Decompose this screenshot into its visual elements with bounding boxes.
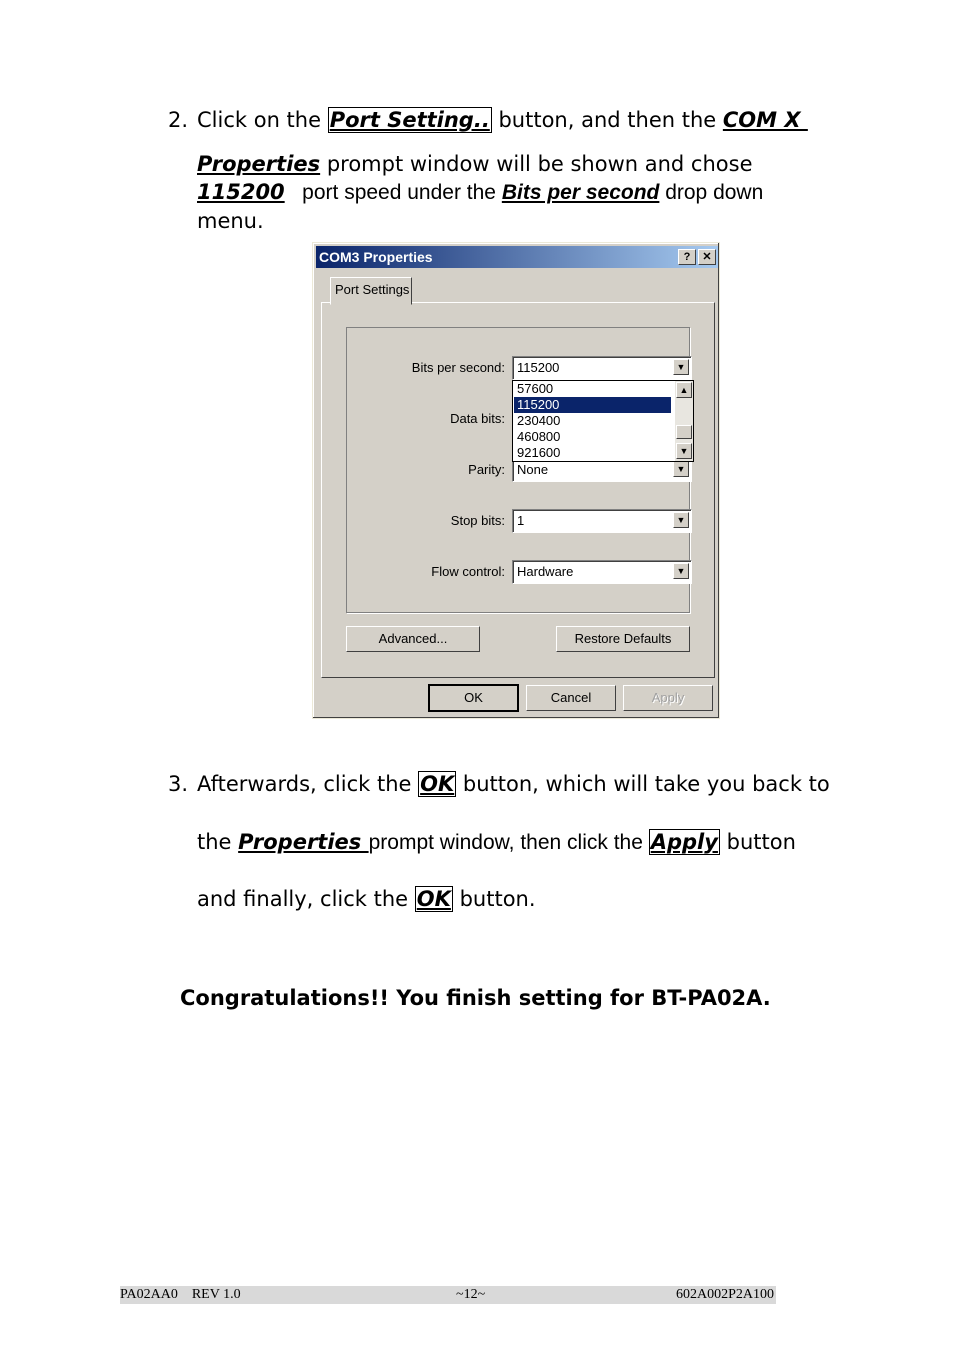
dropdown-option[interactable]: 921600 (517, 445, 561, 460)
step-number: 2. (168, 108, 189, 132)
congratulations-text: Congratulations!! You finish setting for BT-PA02A. (180, 986, 771, 1010)
chevron-down-icon[interactable]: ▼ (673, 563, 689, 579)
cancel-button[interactable]: Cancel (526, 685, 616, 711)
page-footer (120, 1286, 776, 1304)
dropdown-option-selected[interactable]: 115200 (514, 397, 671, 413)
step-2-line-2: Properties prompt window will be shown and chose (197, 152, 753, 176)
close-button[interactable]: ✕ (698, 249, 716, 265)
settings-group (346, 327, 690, 613)
dropdown-option[interactable]: 460800 (517, 429, 561, 444)
step-2-line-3: 115200 port speed under the Bits per second drop down (197, 180, 764, 204)
bits-per-second-label: Bits per second: (411, 360, 505, 375)
step-3-line-2: the Properties prompt window, then click the Apply button (197, 830, 796, 854)
parity-combo[interactable]: None ▼ (512, 458, 692, 482)
apply-keyword: Apply (650, 830, 718, 854)
port-setting-keyword: Port Setting.. (329, 108, 490, 132)
scroll-up-icon[interactable]: ▲ (676, 382, 692, 398)
bits-per-second-dropdown[interactable] (512, 380, 694, 462)
scroll-thumb[interactable] (676, 425, 692, 439)
step-2-line-1: Click on the Port Setting.. button, and then the COM X (197, 108, 808, 132)
flow-control-combo[interactable]: Hardware ▼ (512, 560, 692, 584)
stop-bits-label: Stop bits: (450, 513, 505, 528)
restore-defaults-button[interactable]: Restore Defaults (556, 626, 690, 652)
step-number: 3. (168, 772, 189, 796)
footer-page-number: ~12~ (456, 1287, 486, 1302)
properties-keyword: Properties (197, 152, 321, 176)
tab-port-settings[interactable]: Port Settings (330, 277, 412, 305)
bits-per-second-combo[interactable]: 115200 ▼ (512, 356, 692, 380)
flow-control-label: Flow control: (431, 564, 505, 579)
speed-keyword: 115200 (197, 180, 285, 204)
chevron-down-icon[interactable]: ▼ (673, 359, 689, 375)
chevron-down-icon[interactable]: ▼ (673, 512, 689, 528)
data-bits-label: Data bits: (450, 411, 505, 426)
dropdown-option[interactable]: 57600 (517, 381, 554, 396)
advanced-button[interactable]: Advanced... (346, 626, 480, 652)
dialog-title: COM3 Properties (319, 249, 433, 265)
com3-properties-dialog (312, 242, 720, 719)
apply-button[interactable]: Apply (623, 685, 713, 711)
dialog-titlebar (316, 246, 718, 268)
footer-left: PA02AA0 REV 1.0 (120, 1287, 241, 1302)
step-3-line-1: Afterwards, click the OK button, which will take you back to (197, 772, 830, 796)
stop-bits-combo[interactable]: 1 ▼ (512, 509, 692, 533)
ok-keyword: OK (420, 772, 455, 796)
step-2-line-4: menu. (197, 209, 264, 233)
bits-per-second-keyword: Bits per second (501, 181, 660, 204)
step-3-line-3: and finally, click the OK button. (197, 887, 536, 911)
scroll-down-icon[interactable]: ▼ (676, 443, 692, 459)
footer-right: 602A002P2A100 (675, 1287, 774, 1302)
ok-button[interactable]: OK (428, 684, 519, 712)
properties-keyword: Properties (238, 830, 369, 854)
dropdown-scrollbar[interactable] (675, 381, 693, 461)
parity-label: Parity: (468, 462, 505, 477)
chevron-down-icon[interactable]: ▼ (673, 461, 689, 477)
ok-keyword: OK (416, 887, 451, 911)
help-button[interactable]: ? (678, 249, 696, 265)
dropdown-option[interactable]: 230400 (517, 413, 561, 428)
com-x-keyword: COM X (722, 108, 808, 132)
